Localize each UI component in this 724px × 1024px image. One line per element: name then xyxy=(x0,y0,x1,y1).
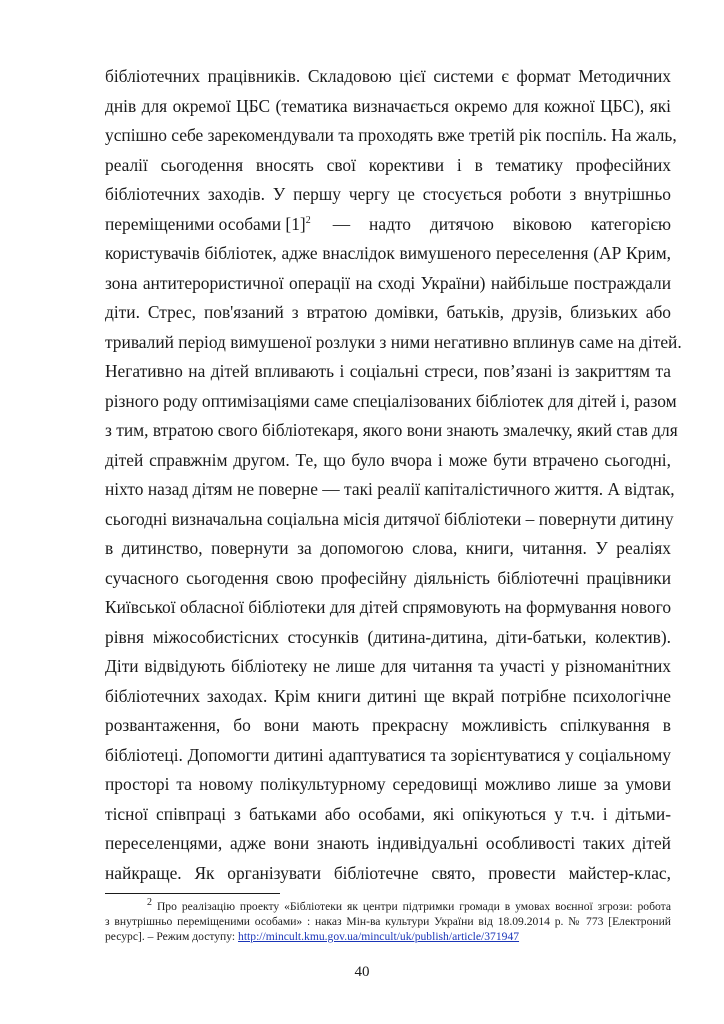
text-line: дітей справжнім другом. Те, що було вчора і може бути втрачено сьогодні, xyxy=(105,449,671,470)
text-fragment: — надто дитячою віковою категорією xyxy=(332,213,671,234)
text-line: тісної співпраці з батьками або особами, які опікуються у т.ч. і дітьми- xyxy=(105,803,671,824)
footnote-line xyxy=(105,929,671,944)
text-line: бібліотечних працівників. Складовою цієї системи є формат Методичних xyxy=(105,66,671,86)
footnote-link[interactable]: http://mincult.kmu.gov.ua/mincult/uk/publish/article/371947 xyxy=(238,930,520,943)
text-line: з тим, втратою свого бібліотекаря, якого вони знають змалечку, який став для xyxy=(105,420,678,440)
text-line: тривалий період вимушеної розлуки з ними негативно вплинув саме на дітей. xyxy=(105,331,682,352)
text-line: бібліотеці. Допомогти дитині адаптуватися та зорієнтуватися у соціальному xyxy=(105,744,671,765)
text-line: користувачів бібліотек, адже внаслідок вимушеного переселення (АР Крим, xyxy=(105,243,671,263)
text-line xyxy=(105,210,671,240)
text-line: діти. Стрес, пов'язаний з втратою домівки, батьків, друзів, близьких або xyxy=(105,302,671,322)
text-fragment: переміщеними особами [1] xyxy=(105,213,306,234)
text-line: днів для окремої ЦБС (тематика визначається окремо для кожної ЦБС), які xyxy=(105,95,671,116)
text-line: бібліотечних заходах. Крім книги дитині ще вкрай потрібне психологічне xyxy=(105,685,671,706)
text-line: рівня міжособистісних стосунків (дитина-дитина, діти-батьки, колектив). xyxy=(105,626,671,647)
text-line: різного роду оптимізаціями саме спеціалізованих бібліотек для дітей і, разом xyxy=(105,390,677,411)
text-line: ніхто назад дітям не поверне — такі реалії капіталістичного життя. А відтак, xyxy=(105,479,675,499)
footnote-line xyxy=(105,899,671,914)
text-line: Діти відвідують бібліотеку не лише для читання та участі у різноманітних xyxy=(105,656,671,676)
text-line: сучасного сьогодення свою професійну діяльність бібліотечні працівники xyxy=(105,567,671,588)
footnote-marker: 2 xyxy=(147,897,152,909)
footnote-text: ресурс]. – Режим доступу: xyxy=(105,930,239,943)
footnote-line: з внутрішньо переміщеними особами» : наказ Мін-ва культури України від 18.09.2014 р. № 773 [Електроний xyxy=(105,915,671,928)
footnote xyxy=(105,899,671,944)
text-line: Негативно на дітей впливають і соціальні стреси, пов’язані із закриттям та xyxy=(105,361,671,381)
page-number: 40 xyxy=(354,964,370,980)
text-line: Київської обласної бібліотеки для дітей спрямовують на формування нового xyxy=(105,597,672,617)
text-line: реалії сьогодення вносять свої корективи і в тематику професійних xyxy=(105,154,671,175)
text-line: найкраще. Як організувати бібліотечне свято, провести майстер-клас, xyxy=(105,862,671,883)
footnote-text: Про реалізацію проекту «Бібліотеки як центри підтримки громади в умовах воєнної згрози: робота xyxy=(156,900,671,913)
text-line: в дитинство, повернути за допомогою слова, книги, читання. У реаліях xyxy=(105,538,671,558)
text-line: успішно себе зарекомендували та проходять вже третій рік поспіль. На жаль, xyxy=(105,125,677,145)
text-line: бібліотечних заходів. У першу чергу це стосується роботи з внутрішньо xyxy=(105,184,671,204)
footnote-reference[interactable]: 2 xyxy=(305,214,311,226)
body-text xyxy=(105,62,682,888)
text-line: розвантаження, бо вони мають прекрасну можливість спілкування в xyxy=(105,715,671,735)
text-line: переселенцями, адже вони знають індивідуальні особливості таких дітей xyxy=(105,833,671,853)
text-line: просторі та новому полікультурному середовищі можливо лише за умови xyxy=(105,774,671,794)
footnote-separator xyxy=(105,893,280,894)
text-line: сьогодні визначальна соціальна місія дитячої бібліотеки – повернути дитину xyxy=(105,508,674,529)
text-line: зона антитерористичної операції на сході України) найбільше постраждали xyxy=(105,272,671,293)
